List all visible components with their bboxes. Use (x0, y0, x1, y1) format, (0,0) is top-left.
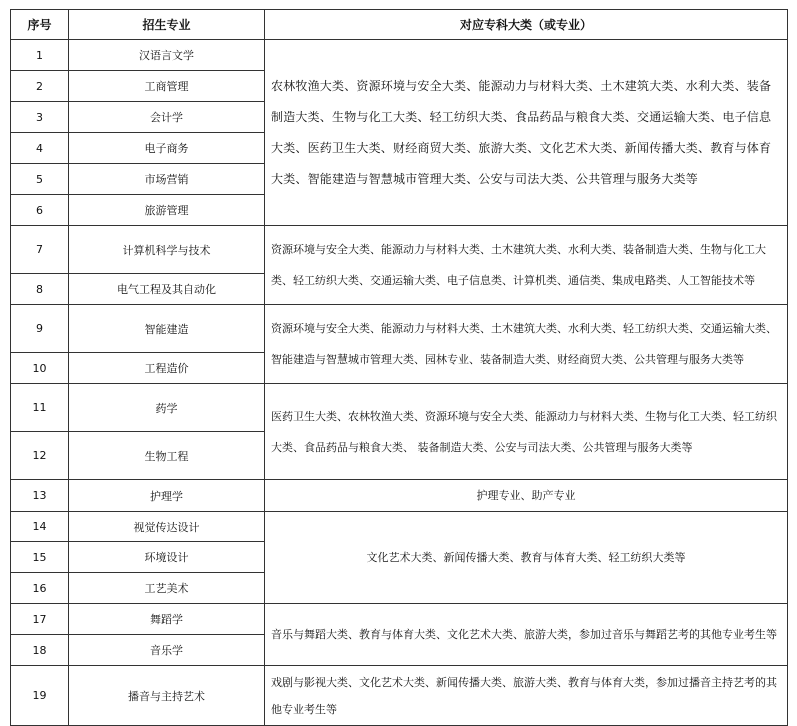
major-name: 舞蹈学 (69, 604, 265, 635)
row-number: 8 (11, 274, 69, 305)
category-group: 音乐与舞蹈大类、教育与体育大类、文化艺术大类、旅游大类，参加过音乐与舞蹈艺考的其他专业考生等 (265, 604, 788, 666)
major-name: 视觉传达设计 (69, 512, 265, 542)
row-number: 13 (11, 480, 69, 512)
header-category: 对应专科大类（或专业） (265, 10, 788, 40)
header-no: 序号 (11, 10, 69, 40)
row-number: 5 (11, 164, 69, 195)
header-major: 招生专业 (69, 10, 265, 40)
category-group: 文化艺术大类、新闻传播大类、教育与体育大类、轻工纺织大类等 (265, 512, 788, 604)
row-number: 3 (11, 102, 69, 133)
row-number: 14 (11, 512, 69, 542)
header-row (11, 10, 788, 40)
row-number: 12 (11, 432, 69, 480)
major-name: 生物工程 (69, 432, 265, 480)
row-number: 15 (11, 542, 69, 573)
major-name: 计算机科学与技术 (69, 226, 265, 274)
major-name: 播音与主持艺术 (69, 666, 265, 726)
row-number: 18 (11, 635, 69, 666)
table-row (11, 480, 788, 512)
category-group: 护理专业、助产专业 (265, 480, 788, 512)
table-row (11, 604, 788, 635)
row-number: 4 (11, 133, 69, 164)
major-name: 工艺美术 (69, 573, 265, 604)
row-number: 10 (11, 353, 69, 384)
table-row (11, 40, 788, 71)
row-number: 17 (11, 604, 69, 635)
category-group: 资源环境与安全大类、能源动力与材料大类、土木建筑大类、水利大类、装备制造大类、生物与化工大类、轻工纺织大类、交通运输大类、电子信息类、计算机类、通信类、集成电路类、人工智能技术等 (265, 226, 788, 305)
row-number: 16 (11, 573, 69, 604)
major-name: 电子商务 (69, 133, 265, 164)
major-name: 音乐学 (69, 635, 265, 666)
major-name: 环境设计 (69, 542, 265, 573)
major-name: 智能建造 (69, 305, 265, 353)
category-group: 医药卫生大类、农林牧渔大类、资源环境与安全大类、能源动力与材料大类、生物与化工大类、轻工纺织大类、食品药品与粮食大类、 装备制造大类、公安与司法大类、公共管理与服务大类等 (265, 384, 788, 480)
major-name: 工程造价 (69, 353, 265, 384)
major-name: 旅游管理 (69, 195, 265, 226)
row-number: 19 (11, 666, 69, 726)
majors-table (10, 9, 788, 726)
row-number: 7 (11, 226, 69, 274)
row-number: 1 (11, 40, 69, 71)
table-row (11, 666, 788, 726)
table-row (11, 512, 788, 542)
row-number: 6 (11, 195, 69, 226)
row-number: 11 (11, 384, 69, 432)
table-row (11, 305, 788, 353)
major-name: 护理学 (69, 480, 265, 512)
category-group: 戏剧与影视大类、文化艺术大类、新闻传播大类、旅游大类、教育与体育大类，参加过播音主持艺考的其他专业考生等 (265, 666, 788, 726)
major-name: 汉语言文学 (69, 40, 265, 71)
category-group: 农林牧渔大类、资源环境与安全大类、能源动力与材料大类、土木建筑大类、水利大类、装备制造大类、生物与化工大类、轻工纺织大类、食品药品与粮食大类、交通运输大类、电子信息大类、医药卫生大类、财经商贸大类、旅游大类、文化艺术大类、新闻传播大类、教育与体育大类、智能建造与智慧城市管理大类、公安与司法大类、公共管理与服务大类等 (265, 40, 788, 226)
major-name: 工商管理 (69, 71, 265, 102)
table-row (11, 384, 788, 432)
category-group: 资源环境与安全大类、能源动力与材料大类、土木建筑大类、水利大类、轻工纺织大类、交通运输大类、智能建造与智慧城市管理大类、园林专业、装备制造大类、财经商贸大类、公共管理与服务大类等 (265, 305, 788, 384)
row-number: 2 (11, 71, 69, 102)
major-name: 药学 (69, 384, 265, 432)
major-name: 市场营销 (69, 164, 265, 195)
major-name: 电气工程及其自动化 (69, 274, 265, 305)
row-number: 9 (11, 305, 69, 353)
table-row (11, 226, 788, 274)
major-name: 会计学 (69, 102, 265, 133)
